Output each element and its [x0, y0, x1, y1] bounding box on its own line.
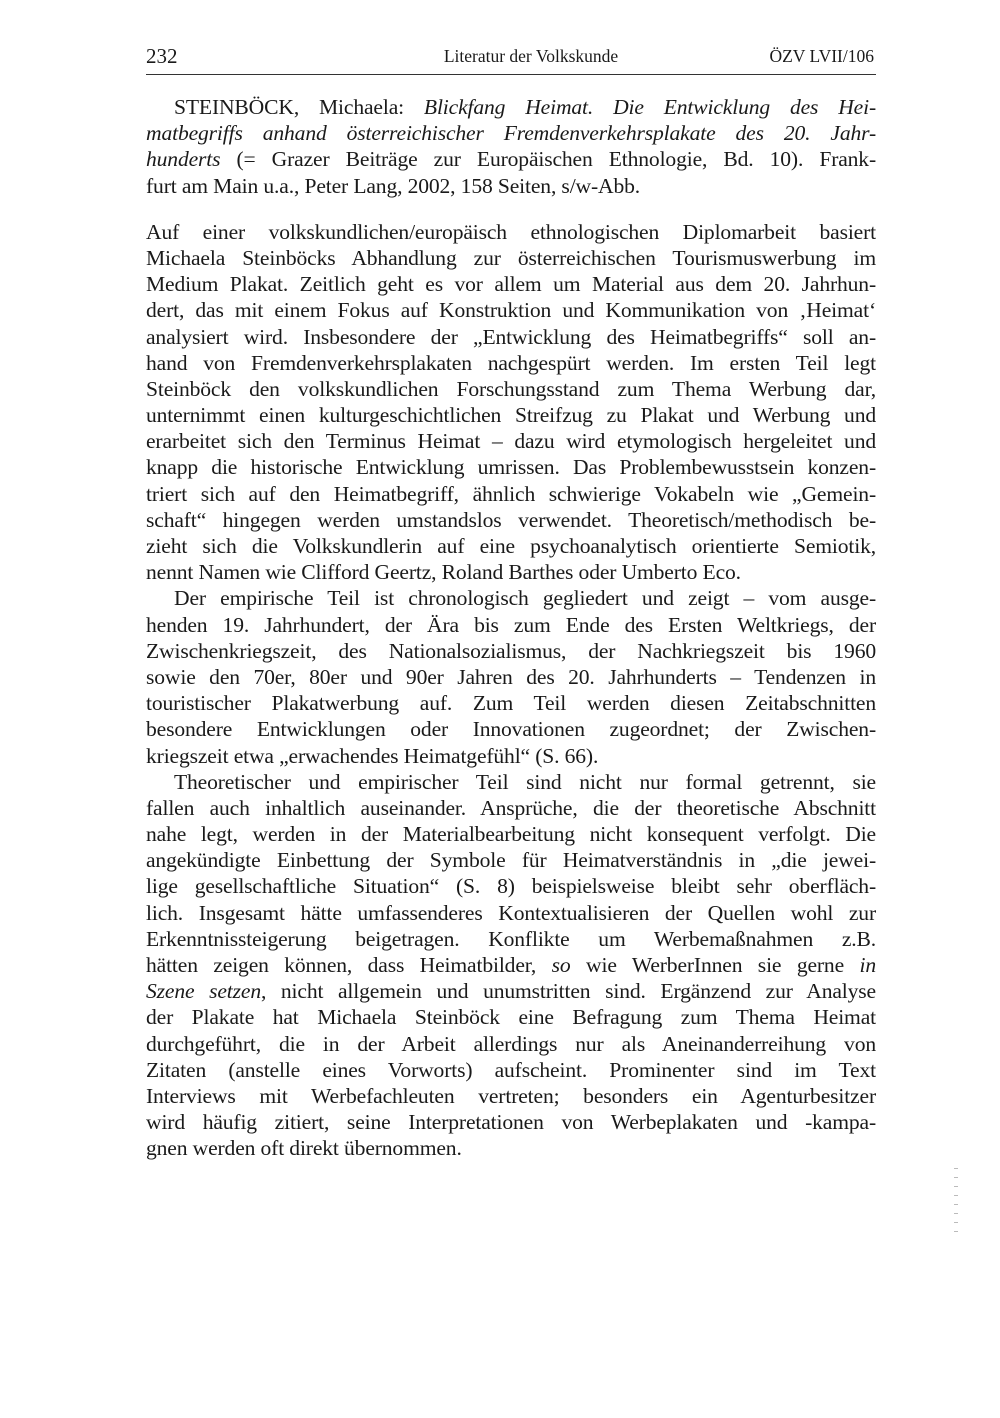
- paragraph-gap: [146, 199, 876, 219]
- text-line: Steinböck den volkskundlichen Forschungsstand zum Thema Werbung dar,: [146, 376, 876, 401]
- text-line: besondere Entwicklungen oder Innovationen zugeordnet; der Zwischen-: [146, 717, 876, 742]
- review-body: [146, 94, 876, 1162]
- citation-line: matbegriffs anhand österreichischer Fremdenverkehrsplakate des 20. Jahr-: [146, 121, 876, 146]
- journal-reference: ÖZV LVII/106: [769, 46, 874, 66]
- text-line: zieht sich die Volkskundlerin auf eine psychoanalytisch orientierte Semiotik,: [146, 534, 876, 558]
- review-paragraph: [146, 219, 876, 586]
- text-line: Theoretischer und empirischer Teil sind nicht nur formal getrennt, sie: [174, 769, 876, 794]
- text-line: triert sich auf den Heimatbegriff, ähnlich schwierige Vokabeln wie „Gemein-: [146, 481, 876, 506]
- text-line: touristischer Plakatwerbung auf. Zum Teil werden diesen Zeitabschnitten: [146, 691, 876, 716]
- header-rule: [146, 74, 876, 75]
- text-line: sowie den 70er, 80er und 90er Jahren des 20. Jahrhunderts – Tendenzen in: [146, 664, 876, 689]
- text-line: Zwischenkriegszeit, des Nationalsozialismus, der Nachkriegszeit bis 1960: [146, 638, 876, 663]
- bibliographic-citation: [146, 94, 876, 199]
- text-line: fallen auch inhaltlich auseinander. Ansprüche, die der theoretische Abschnitt: [146, 795, 876, 820]
- text-line: nahe legt, werden in der Materialbearbeitung nicht konsequent verfolgt. Die: [146, 822, 876, 847]
- text-line: lige gesellschaftliche Situation“ (S. 8) beispielsweise bleibt sehr oberfläch-: [146, 874, 876, 899]
- text-line: Erkenntnissteigerung beigetragen. Konflikte um Werbemaßnahmen z.B.: [146, 926, 876, 951]
- text-line: hand von Fremdenverkehrsplakaten nachgespürt werden. Im ersten Teil legt: [146, 350, 876, 375]
- text-line: schaft“ hingegen werden umstandslos verwendet. Theoretisch/methodisch be-: [146, 507, 876, 532]
- text-line: erarbeitet sich den Terminus Heimat – dazu wird etymologisch hergeleitet und: [146, 429, 876, 454]
- page-number: 232: [146, 44, 178, 68]
- text-line: wird häufig zitiert, seine Interpretationen von Werbeplakaten und -kampa-: [146, 1110, 876, 1135]
- text-line: Michaela Steinböcks Abhandlung zur österreichischen Tourismuswerbung im: [146, 245, 876, 270]
- text-line: dert, das mit einem Fokus auf Konstruktion und Kommunikation von ‚Heimat‘: [146, 298, 876, 323]
- text-line: durchgeführt, die in der Arbeit allerdings nur als Aneinanderreihung von: [146, 1031, 876, 1056]
- text-line: Zitaten (anstelle eines Vorworts) aufscheint. Prominenter sind im Text: [146, 1057, 876, 1082]
- text-line: henden 19. Jahrhundert, der Ära bis zum Ende des Ersten Weltkriegs, der: [146, 612, 876, 637]
- text-line: unternimmt einen kulturgeschichtlichen Streifzug zu Plakat und Werbung und: [146, 403, 876, 428]
- section-title: Literatur der Volkskunde: [443, 46, 619, 66]
- review-paragraph: [146, 769, 876, 1162]
- text-line: der Plakate hat Michaela Steinböck eine Befragung zum Thema Heimat: [146, 1005, 876, 1030]
- text-line: Auf einer volkskundlichen/europäisch ethnologischen Diplomarbeit basiert: [146, 219, 876, 244]
- scan-margin-marks: [952, 1160, 964, 1300]
- text-line: nennt Namen wie Clifford Geertz, Roland Barthes oder Umberto Eco.: [146, 560, 741, 585]
- text-line: Interviews mit Werbefachleuten vertreten; besonders ein Agenturbesitzer: [146, 1083, 876, 1108]
- text-line: knapp die historische Entwicklung umrissen. Das Problembewusstsein konzen-: [146, 455, 876, 480]
- review-text: [146, 219, 876, 1162]
- text-line: lich. Insgesamt hätte umfassenderes Kontextualisieren der Quellen wohl zur: [146, 900, 876, 925]
- text-line: Szene setzen, nicht allgemein und unumstritten sind. Ergänzend zur Analyse: [146, 979, 876, 1004]
- text-line: hätten zeigen können, dass Heimatbilder, so wie WerberInnen sie gerne in: [146, 953, 876, 977]
- citation-line: furt am Main u.a., Peter Lang, 2002, 158 Seiten, s/w-Abb.: [146, 173, 641, 198]
- text-line: Der empirische Teil ist chronologisch gegliedert und zeigt – vom ausge-: [174, 586, 876, 611]
- text-line: Medium Plakat. Zeitlich geht es vor allem um Material aus dem 20. Jahrhun-: [146, 272, 876, 297]
- text-line: gnen werden oft direkt übernommen.: [146, 1136, 462, 1161]
- running-head: [146, 42, 876, 70]
- review-paragraph: [146, 585, 876, 768]
- text-line: kriegszeit etwa „erwachendes Heimatgefühl“ (S. 66).: [146, 743, 599, 768]
- text-line: analysiert wird. Insbesondere der „Entwicklung des Heimatbegriffs“ soll an-: [146, 324, 876, 349]
- citation-line: STEINBÖCK, Michaela: Blickfang Heimat. Die Entwicklung des Hei-: [174, 95, 876, 119]
- citation-line: hunderts (= Grazer Beiträge zur Europäischen Ethnologie, Bd. 10). Frank-: [146, 147, 876, 172]
- text-line: angekündigte Einbettung der Symbole für Heimatverständnis in „die jewei-: [146, 848, 876, 873]
